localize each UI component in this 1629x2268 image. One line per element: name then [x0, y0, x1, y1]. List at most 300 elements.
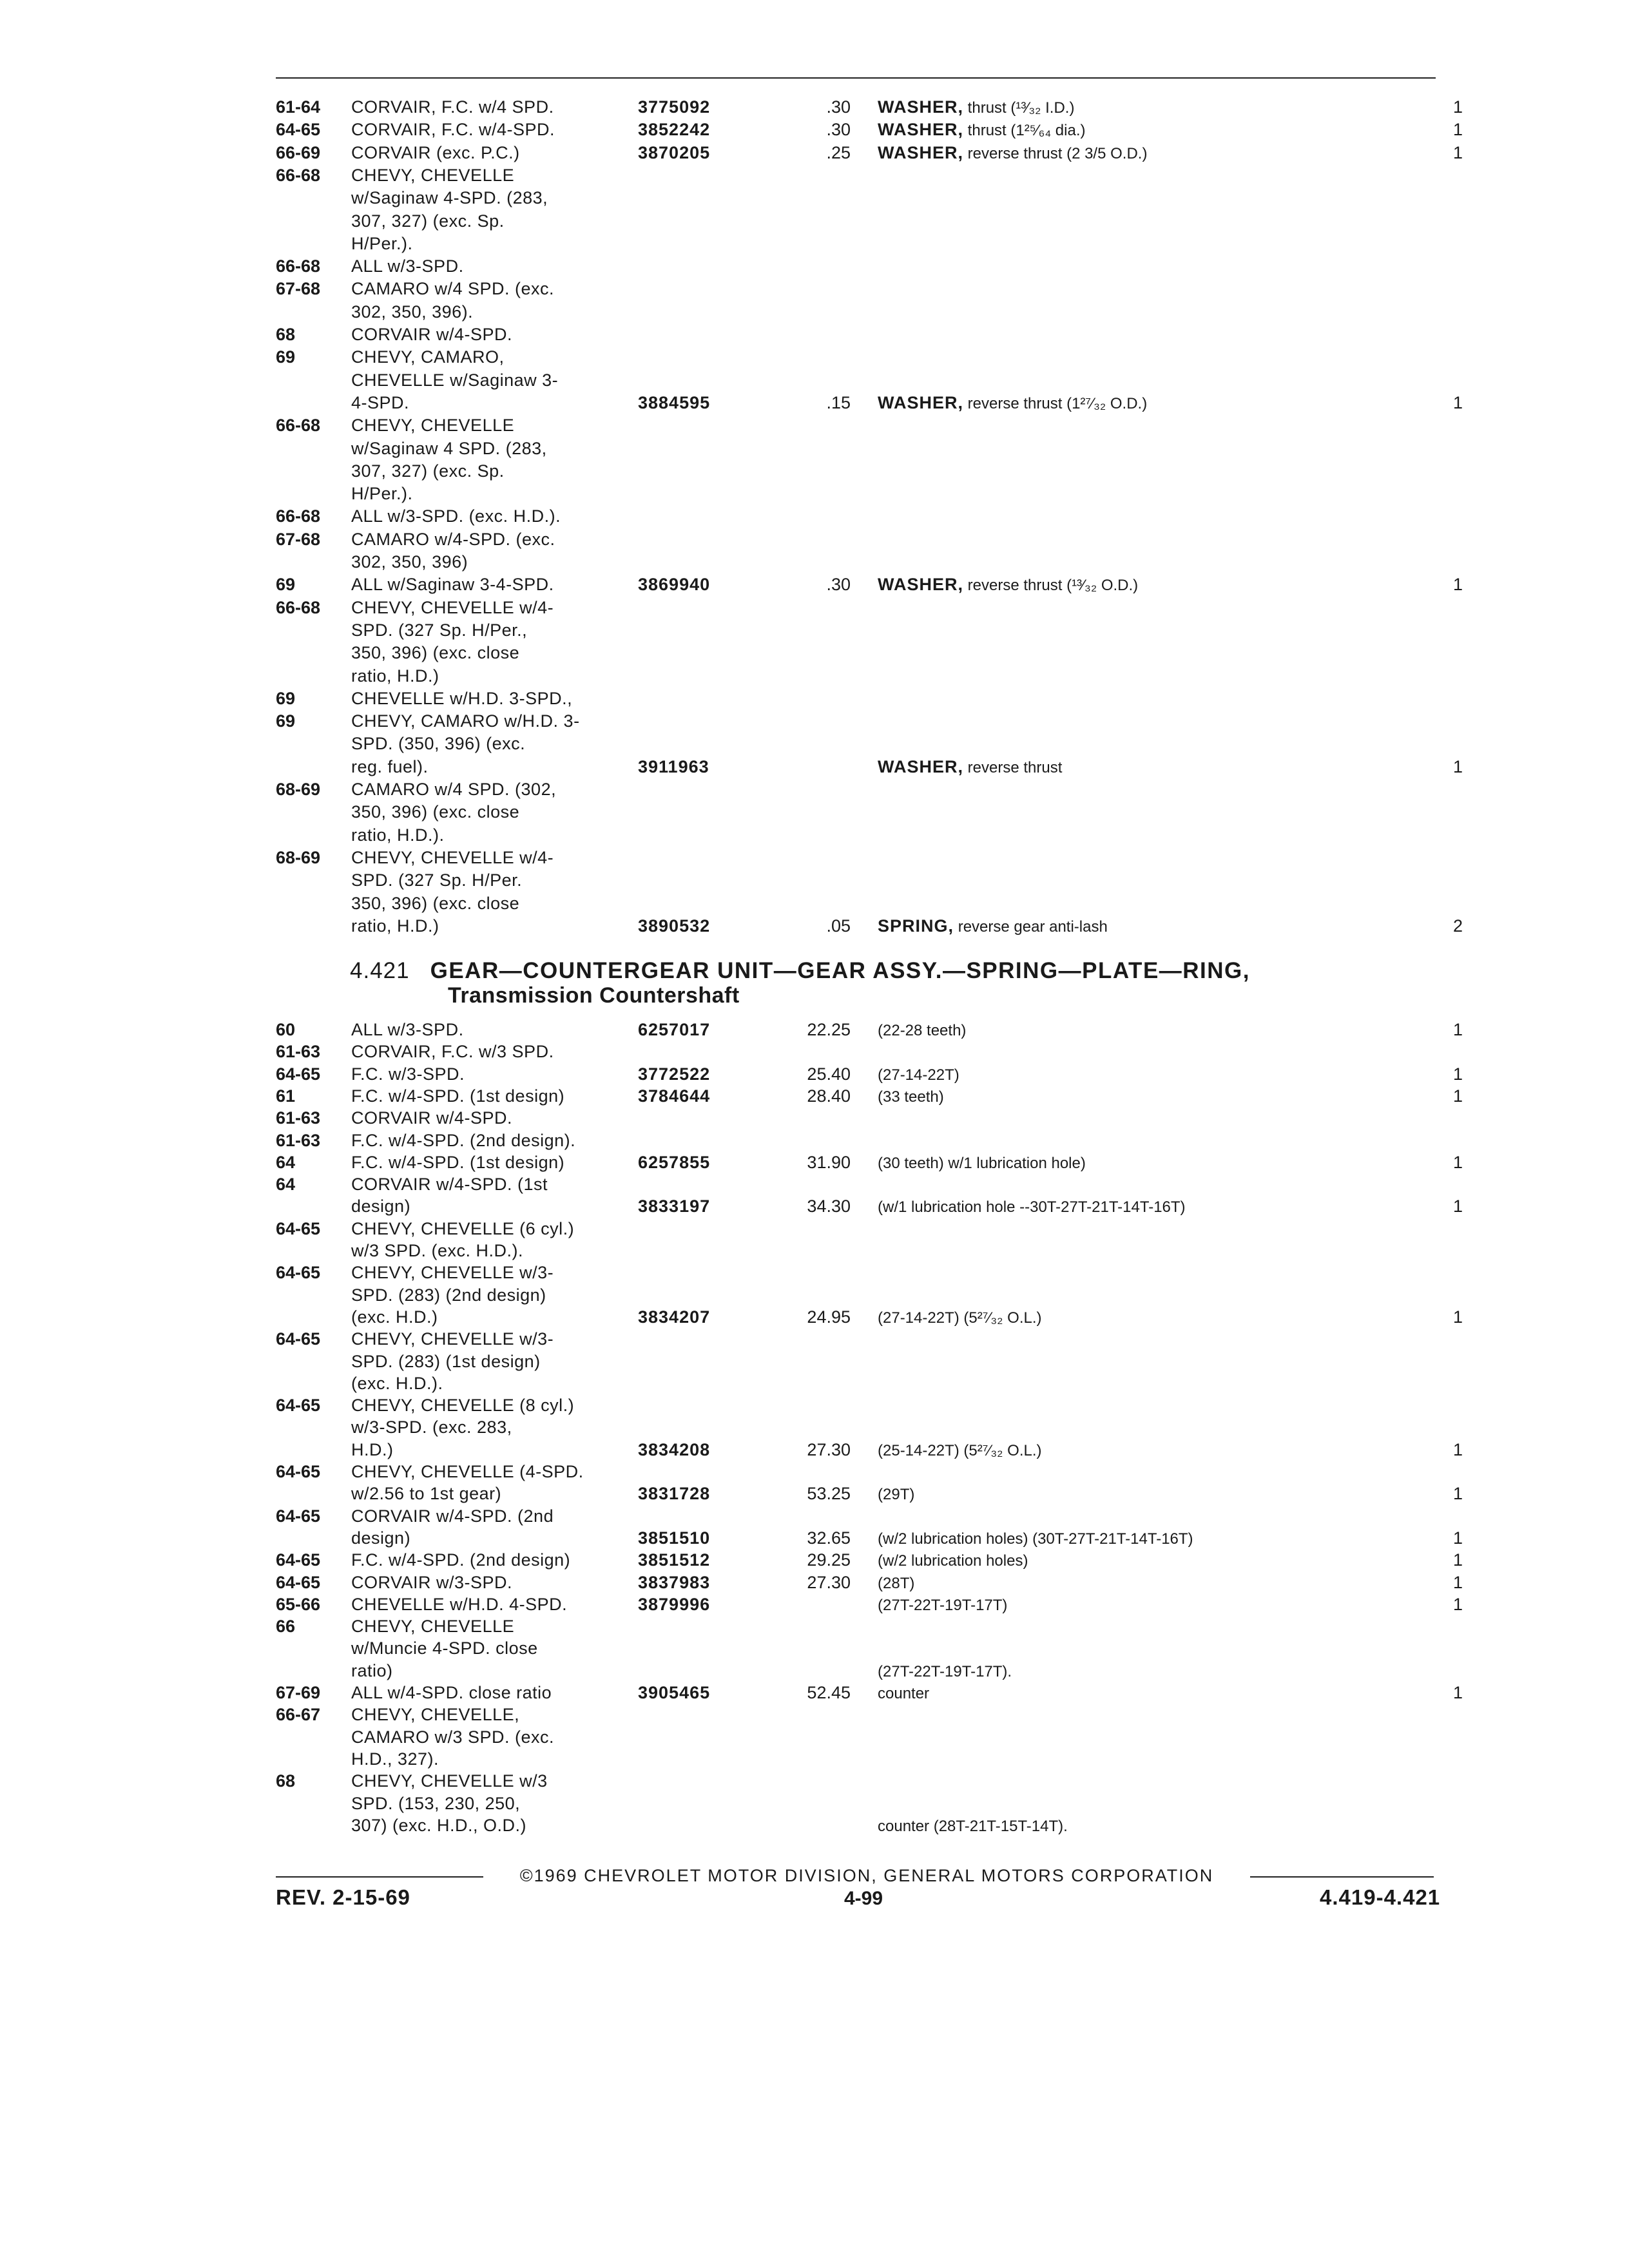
model-description: 350, 396) (exc. close: [351, 893, 520, 913]
table-row: [0, 1504, 1629, 1528]
part-name: [878, 1526, 1445, 1551]
table-row: [0, 164, 1629, 187]
part-name: [878, 573, 1445, 597]
model-description: H.D., 327).: [351, 1749, 439, 1769]
year-range: 61-63: [276, 1108, 321, 1128]
year-range: 67-69: [276, 1683, 321, 1702]
year-range: 60: [276, 1020, 296, 1039]
part-name-bold: WASHER,: [878, 120, 964, 140]
part-detail: (w/2 lubrication holes) (30T-27T-21T-14T-16T): [878, 1530, 1193, 1548]
table-row: [0, 255, 1629, 278]
part-detail: reverse thrust (¹³⁄₃₂ O.D.): [963, 577, 1139, 595]
model-description: w/3 SPD. (exc. H.D.).: [351, 1241, 524, 1260]
year-range: 68: [276, 325, 296, 344]
model-description: CORVAIR w/4-SPD. (2nd: [351, 1506, 554, 1526]
footer-copyright: ©1969 CHEVROLET MOTOR DIVISION, GENERAL MOTORS CORPORATION: [519, 1866, 1214, 1885]
model-description: SPD. (283) (1st design): [351, 1351, 541, 1371]
table-row: [0, 687, 1629, 710]
table-row: [0, 414, 1629, 437]
part-detail: (27T-22T-19T-17T): [878, 1596, 1008, 1614]
model-description: CHEVY, CHEVELLE w/4-: [351, 847, 554, 867]
year-range: 68: [276, 1771, 296, 1791]
table-row: [0, 1173, 1629, 1196]
list-price: .30: [826, 97, 851, 117]
part-number: 6257855: [638, 1152, 711, 1172]
year-range: 66-69: [276, 142, 321, 162]
model-description: CAMARO w/3 SPD. (exc.: [351, 1727, 555, 1747]
table-row: [0, 1261, 1629, 1284]
footer-rule-right: [1250, 1876, 1434, 1878]
model-description: CHEVY, CHEVELLE: [351, 165, 515, 185]
table-row: [0, 1305, 1629, 1329]
model-description: F.C. w/3-SPD.: [351, 1064, 465, 1084]
part-detail: (25-14-22T) (5²⁷⁄₃₂ O.L.): [878, 1441, 1042, 1459]
year-range: 68-69: [276, 847, 321, 867]
model-description: w/Saginaw 4 SPD. (283,: [351, 438, 547, 458]
model-description: CORVAIR w/4-SPD.: [351, 325, 513, 344]
part-detail: thrust (¹³⁄₃₂ I.D.): [963, 99, 1075, 117]
model-description: ALL w/3-SPD. (exc. H.D.).: [351, 506, 561, 526]
model-description: SPD. (350, 396) (exc.: [351, 734, 526, 754]
table-row: [0, 232, 1629, 255]
year-range: 64-65: [276, 1064, 321, 1084]
table-row: [0, 391, 1629, 414]
year-range: 61: [276, 1086, 296, 1106]
part-detail: thrust (1²⁵⁄₆₄ dia.): [963, 122, 1086, 140]
table-row: [0, 528, 1629, 551]
part-number: 3884595: [638, 392, 711, 412]
model-description: SPD. (327 Sp. H/Per.: [351, 870, 523, 890]
list-price: 34.30: [807, 1196, 851, 1216]
table-row: [0, 1283, 1629, 1307]
footer-section-range: 4.419-4.421: [1320, 1885, 1441, 1909]
quantity: 1: [1452, 142, 1463, 162]
year-range: 66-68: [276, 597, 321, 617]
year-range: 64-65: [276, 1329, 321, 1349]
part-name: [878, 95, 1445, 120]
year-range: 64-65: [276, 1572, 321, 1592]
model-description: design): [351, 1196, 411, 1216]
year-range: 69: [276, 347, 296, 367]
list-price: 25.40: [807, 1064, 851, 1084]
year-range: 64-65: [276, 1263, 321, 1283]
model-description: CHEVY, CHEVELLE: [351, 1617, 515, 1637]
table-row: [0, 1217, 1629, 1240]
list-price: 52.45: [807, 1683, 851, 1702]
part-detail: (27-14-22T): [878, 1066, 959, 1084]
quantity: 1: [1452, 1152, 1463, 1172]
model-description: CAMARO w/4 SPD. (exc.: [351, 279, 555, 299]
section-title: GEAR—COUNTERGEAR UNIT—GEAR ASSY.—SPRING—PLATE—RING,: [430, 958, 1251, 983]
table-row: [0, 846, 1629, 869]
year-range: 69: [276, 688, 296, 708]
table-row: [0, 1681, 1629, 1704]
table-row: [0, 1040, 1629, 1063]
quantity: 1: [1452, 1086, 1463, 1106]
table-row: [0, 1769, 1629, 1792]
part-name-bold: WASHER,: [878, 575, 964, 595]
model-description: 307, 327) (exc. Sp.: [351, 461, 505, 481]
year-range: 64-65: [276, 1218, 321, 1238]
table-row: [0, 573, 1629, 596]
year-range: 66-68: [276, 256, 321, 276]
table-row: [0, 800, 1629, 823]
year-range: 66-68: [276, 506, 321, 526]
part-name-bold: WASHER,: [878, 756, 964, 776]
part-number: 3834208: [638, 1439, 711, 1459]
quantity: 1: [1452, 575, 1463, 595]
table-row: [0, 1526, 1629, 1550]
year-range: 64: [276, 1152, 296, 1172]
table-row: [0, 869, 1629, 892]
part-detail: reverse thrust: [963, 758, 1063, 776]
model-description: 307) (exc. H.D., O.D.): [351, 1815, 527, 1835]
model-description: F.C. w/4-SPD. (2nd design): [351, 1550, 571, 1570]
part-detail: (w/2 lubrication holes): [878, 1552, 1028, 1570]
table-row: [0, 1792, 1629, 1815]
part-name: [878, 1062, 1445, 1087]
part-detail: reverse gear anti-lash: [954, 918, 1108, 936]
table-row: [0, 1460, 1629, 1483]
quantity: 1: [1452, 1572, 1463, 1592]
model-description: 350, 396) (exc. close: [351, 643, 520, 663]
year-range: 61-63: [276, 1130, 321, 1150]
part-number: 3911963: [638, 756, 709, 776]
part-name-bold: SPRING,: [878, 916, 954, 936]
list-price: .30: [826, 575, 851, 595]
table-row: [0, 1703, 1629, 1726]
table-row: [0, 1062, 1629, 1086]
model-description: CORVAIR w/3-SPD.: [351, 1572, 513, 1592]
table-row: [0, 1084, 1629, 1108]
table-row: [0, 596, 1629, 619]
year-range: 66: [276, 1617, 296, 1637]
model-description: CORVAIR w/4-SPD. (1st: [351, 1175, 548, 1195]
part-name: [878, 391, 1445, 416]
model-description: ALL w/4-SPD. close ratio: [351, 1683, 552, 1702]
quantity: 1: [1452, 1528, 1463, 1548]
year-range: 66-68: [276, 416, 321, 436]
part-name: [878, 1482, 1445, 1506]
table-row: [0, 459, 1629, 483]
table-row: [0, 323, 1629, 346]
model-description: 350, 396) (exc. close: [351, 802, 520, 822]
table-row: [0, 1438, 1629, 1461]
table-row: [0, 300, 1629, 323]
year-range: 64-65: [276, 1550, 321, 1570]
list-price: 24.95: [807, 1307, 851, 1327]
model-description: ALL w/3-SPD.: [351, 1020, 464, 1039]
model-description: CORVAIR, F.C. w/4-SPD.: [351, 120, 555, 140]
part-number: 3834207: [638, 1307, 711, 1327]
quantity: 1: [1452, 120, 1463, 140]
table-row: [0, 1747, 1629, 1771]
part-number: 3879996: [638, 1594, 711, 1614]
list-price: .25: [826, 142, 851, 162]
table-row: [0, 1151, 1629, 1174]
model-description: (exc. H.D.): [351, 1307, 438, 1327]
table-row: [0, 369, 1629, 392]
table-row: [0, 1814, 1629, 1837]
table-row: [0, 345, 1629, 369]
model-description: CHEVELLE w/H.D. 3-SPD.,: [351, 688, 573, 708]
table-row: [0, 732, 1629, 755]
model-description: CHEVY, CAMARO w/H.D. 3-: [351, 711, 580, 731]
model-description: H/Per.).: [351, 233, 413, 253]
model-description: CAMARO w/4 SPD. (302,: [351, 780, 557, 799]
table-row: [0, 1239, 1629, 1262]
year-range: 61-63: [276, 1042, 321, 1062]
part-name: [878, 1659, 1445, 1684]
part-detail: (27T-22T-19T-17T).: [878, 1662, 1012, 1680]
part-name: [878, 755, 1445, 780]
table-row: [0, 664, 1629, 687]
part-number: 3869940: [638, 575, 711, 595]
footer-page-number: 4-99: [844, 1888, 883, 1909]
year-range: 67-68: [276, 279, 321, 299]
table-row: [0, 619, 1629, 642]
list-price: 31.90: [807, 1152, 851, 1172]
part-name: [878, 141, 1445, 166]
year-range: 69: [276, 711, 296, 731]
part-name: [878, 1571, 1445, 1595]
section-number: 4.421: [350, 958, 410, 983]
year-range: 64-65: [276, 1506, 321, 1526]
part-number: 3851510: [638, 1528, 711, 1548]
table-row: [0, 505, 1629, 528]
table-row: [0, 1416, 1629, 1439]
part-name: [878, 1195, 1445, 1219]
section-heading: [350, 959, 1250, 983]
part-name: [878, 914, 1445, 939]
table-row: [0, 1725, 1629, 1749]
model-description: 302, 350, 396): [351, 552, 468, 572]
section-subtitle: Transmission Countershaft: [448, 983, 740, 1008]
list-price: 27.30: [807, 1572, 851, 1592]
quantity: 1: [1452, 1594, 1463, 1614]
table-row: [0, 1571, 1629, 1594]
table-row: [0, 95, 1629, 119]
model-description: CHEVY, CHEVELLE (8 cyl.): [351, 1396, 575, 1416]
year-range: 66-68: [276, 165, 321, 185]
part-name: [878, 1548, 1445, 1573]
quantity: 1: [1452, 1550, 1463, 1570]
part-name: [878, 118, 1445, 142]
list-price: 22.25: [807, 1020, 851, 1039]
model-description: H.D.): [351, 1439, 394, 1459]
year-range: 64: [276, 1175, 296, 1195]
year-range: 68-69: [276, 780, 321, 799]
table-row: [0, 141, 1629, 164]
model-description: ALL w/3-SPD.: [351, 256, 464, 276]
part-number: 3784644: [638, 1086, 711, 1106]
year-range: 64-65: [276, 1462, 321, 1481]
list-price: 28.40: [807, 1086, 851, 1106]
table-row: [0, 1018, 1629, 1041]
model-description: ALL w/Saginaw 3-4-SPD.: [351, 575, 554, 595]
table-row: [0, 755, 1629, 778]
quantity: 2: [1452, 916, 1463, 936]
part-detail: (33 teeth): [878, 1088, 944, 1106]
model-description: design): [351, 1528, 411, 1548]
footer-rule-left: [276, 1876, 483, 1878]
model-description: SPD. (327 Sp. H/Per.,: [351, 620, 528, 640]
model-description: CHEVY, CHEVELLE (4-SPD.: [351, 1462, 584, 1481]
part-detail: (27-14-22T) (5²⁷⁄₃₂ O.L.): [878, 1309, 1042, 1327]
model-description: 307, 327) (exc. Sp.: [351, 211, 505, 231]
part-number: 6257017: [638, 1020, 711, 1039]
model-description: CORVAIR (exc. P.C.): [351, 142, 520, 162]
year-range: 64-65: [276, 120, 321, 140]
table-row: [0, 1350, 1629, 1373]
model-description: ratio, H.D.).: [351, 825, 445, 845]
model-description: CHEVY, CHEVELLE w/4-: [351, 597, 554, 617]
model-description: CHEVY, CAMARO,: [351, 347, 505, 367]
table-row: [0, 118, 1629, 141]
quantity: 1: [1452, 756, 1463, 776]
quantity: 1: [1452, 1064, 1463, 1084]
year-range: 61-64: [276, 97, 321, 117]
table-row: [0, 209, 1629, 233]
list-price: .30: [826, 120, 851, 140]
model-description: F.C. w/4-SPD. (2nd design).: [351, 1130, 576, 1150]
part-name: [878, 1018, 1445, 1043]
model-description: CORVAIR w/4-SPD.: [351, 1108, 513, 1128]
quantity: 1: [1452, 1683, 1463, 1702]
model-description: CHEVY, CHEVELLE: [351, 416, 515, 436]
quantity: 1: [1452, 1020, 1463, 1039]
part-name: [878, 1084, 1445, 1109]
table-row: [0, 914, 1629, 937]
quantity: 1: [1452, 1484, 1463, 1504]
table-row: [0, 1482, 1629, 1505]
list-price: .15: [826, 392, 851, 412]
part-number: 3772522: [638, 1064, 711, 1084]
year-range: 67-68: [276, 529, 321, 549]
model-description: CORVAIR, F.C. w/4 SPD.: [351, 97, 554, 117]
model-description: F.C. w/4-SPD. (1st design): [351, 1152, 565, 1172]
list-price: .05: [826, 916, 851, 936]
model-description: CHEVY, CHEVELLE w/3-: [351, 1263, 554, 1283]
list-price: 32.65: [807, 1528, 851, 1548]
table-row: [0, 1637, 1629, 1660]
part-detail: (w/1 lubrication hole --30T-27T-21T-14T-16T): [878, 1198, 1186, 1216]
part-name: [878, 1305, 1445, 1330]
table-row: [0, 1372, 1629, 1395]
quantity: 1: [1452, 1439, 1463, 1459]
part-number: 3831728: [638, 1484, 711, 1504]
table-row: [0, 1593, 1629, 1616]
model-description: (exc. H.D.).: [351, 1373, 443, 1393]
part-name: [878, 1814, 1445, 1838]
part-detail: reverse thrust (2 3/5 O.D.): [963, 144, 1148, 162]
model-description: CHEVY, CHEVELLE,: [351, 1705, 520, 1725]
table-row: [0, 1106, 1629, 1129]
table-row: [0, 1548, 1629, 1571]
part-number: 3833197: [638, 1196, 711, 1216]
footer-revision: REV. 2-15-69: [276, 1885, 410, 1909]
model-description: CHEVELLE w/H.D. 4-SPD.: [351, 1594, 568, 1614]
table-row: [0, 641, 1629, 664]
year-range: 69: [276, 575, 296, 595]
part-name-bold: WASHER,: [878, 142, 964, 162]
table-row: [0, 1659, 1629, 1682]
table-row: [0, 778, 1629, 801]
table-row: [0, 1615, 1629, 1638]
model-description: ratio): [351, 1660, 393, 1680]
model-description: CHEVY, CHEVELLE w/3-: [351, 1329, 554, 1349]
part-detail: (29T): [878, 1486, 915, 1504]
part-detail: reverse thrust (1²⁷⁄₃₂ O.D.): [963, 394, 1148, 412]
quantity: 1: [1452, 97, 1463, 117]
table-row: [0, 1195, 1629, 1218]
quantity: 1: [1452, 1196, 1463, 1216]
model-description: SPD. (283) (2nd design): [351, 1285, 546, 1305]
table-row: [0, 186, 1629, 209]
part-number: 3905465: [638, 1683, 711, 1702]
model-description: w/Muncie 4-SPD. close: [351, 1639, 538, 1658]
part-name-bold: WASHER,: [878, 97, 964, 117]
model-description: w/3-SPD. (exc. 283,: [351, 1418, 512, 1437]
table-row: [0, 482, 1629, 505]
table-row: [0, 892, 1629, 915]
model-description: F.C. w/4-SPD. (1st design): [351, 1086, 565, 1106]
part-detail: counter: [878, 1685, 930, 1702]
table-row: [0, 550, 1629, 573]
model-description: 302, 350, 396).: [351, 302, 474, 322]
table-row: [0, 823, 1629, 847]
part-number: 3851512: [638, 1550, 711, 1570]
model-description: CHEVELLE w/Saginaw 3-: [351, 370, 559, 390]
year-range: 66-67: [276, 1705, 321, 1725]
model-description: CHEVY, CHEVELLE w/3: [351, 1771, 548, 1791]
table-row: [0, 1129, 1629, 1152]
part-name: [878, 1438, 1445, 1463]
part-detail: (28T): [878, 1574, 915, 1592]
part-number: 3837983: [638, 1572, 711, 1592]
model-description: CORVAIR, F.C. w/3 SPD.: [351, 1042, 554, 1062]
model-description: SPD. (153, 230, 250,: [351, 1793, 521, 1813]
part-detail: (22-28 teeth): [878, 1022, 967, 1039]
model-description: ratio, H.D.): [351, 666, 439, 686]
list-price: 53.25: [807, 1484, 851, 1504]
table-row: [0, 1327, 1629, 1350]
model-description: CAMARO w/4-SPD. (exc.: [351, 529, 555, 549]
model-description: CHEVY, CHEVELLE (6 cyl.): [351, 1218, 575, 1238]
list-price: 27.30: [807, 1439, 851, 1459]
list-price: 29.25: [807, 1550, 851, 1570]
year-range: 64-65: [276, 1396, 321, 1416]
model-description: H/Per.).: [351, 484, 413, 504]
part-name: [878, 1681, 1445, 1706]
table-row: [0, 277, 1629, 300]
model-description: w/Saginaw 4-SPD. (283,: [351, 188, 548, 208]
model-description: w/2.56 to 1st gear): [351, 1484, 502, 1504]
model-description: ratio, H.D.): [351, 916, 439, 936]
part-name-bold: WASHER,: [878, 392, 964, 412]
quantity: 1: [1452, 392, 1463, 412]
part-number: 3852242: [638, 120, 711, 140]
part-number: 3890532: [638, 916, 711, 936]
table-row: [0, 709, 1629, 733]
top-rule: [276, 77, 1436, 79]
part-number: 3870205: [638, 142, 711, 162]
model-description: reg. fuel).: [351, 756, 429, 776]
part-detail: (30 teeth) w/1 lubrication hole): [878, 1154, 1086, 1172]
part-name: [878, 1151, 1445, 1175]
table-row: [0, 437, 1629, 460]
part-name: [878, 1593, 1445, 1617]
